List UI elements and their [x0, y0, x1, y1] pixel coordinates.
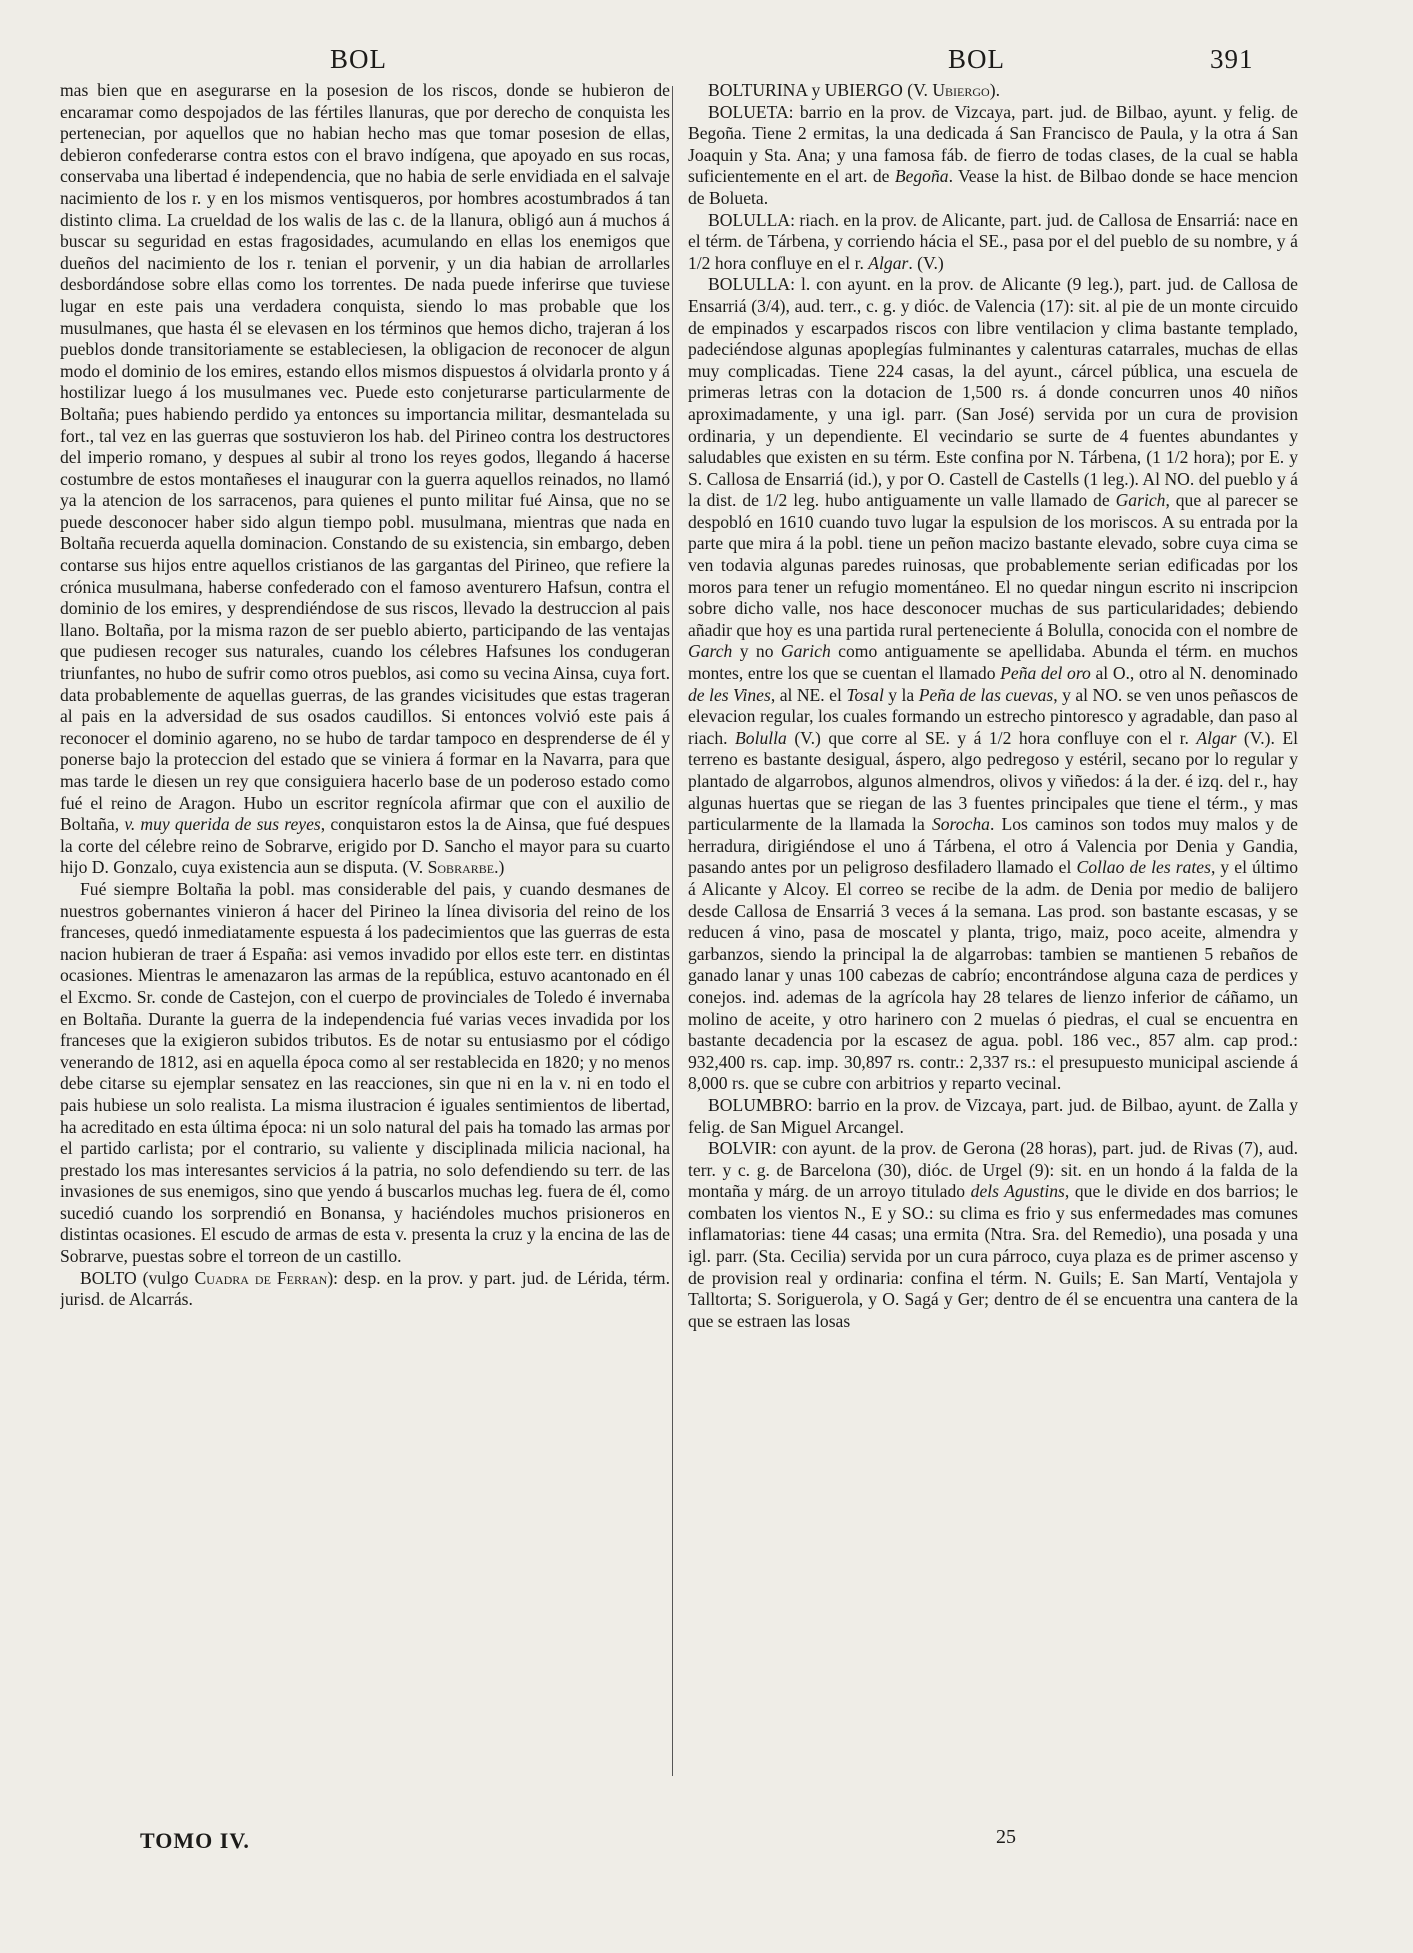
entry-bolturina: BOLTURINA y UBIERGO (V. Ubiergo).	[708, 80, 1000, 100]
entry-bolto: BOLTO (vulgo Cuadra de Ferran): desp. en la prov. y part. jud. de Lérida, térm. jurisd. de Alcarrás.	[60, 1267, 670, 1310]
entry-bolueta: BOLUETA: barrio en la prov. de Vizcaya, part. jud. de Bilbao, ayunt. y felig. de Begoña. Tiene 2 ermitas, la una dedicada á San Francisco de Paula, y la otra á San Joaquin y Sta. Ana; y una famosa fáb. de fierro de todas clases, de la cual se habla suficientemente en el art. de Begoña. Vease la hist. de Bilbao donde se hace mencion de Bolueta.	[688, 101, 1298, 208]
entry-bolulla-town: BOLULLA: l. con ayunt. en la prov. de Alicante (9 leg.), part. jud. de Callosa de Ensarriá (3/4), aud. terr., c. g. y dióc. de Valencia (17): sit. al pie de un monte circuido de empinados y escarpados riscos con libre ventilacion y clima bastante templado, padeciéndose algunas apoplegías fulminantes y calenturas catarrales, muchas de ellas muy complicadas. Tiene 224 casas, la del ayunt., cárcel pública, una escuela de primeras letras con la dotacion de 1,500 rs. á donde concurren unos 40 niños aproximadamente, y una igl. parr. (San José) servida por un cura de provision ordinaria, y un dependiente. El vecindario se surte de 4 fuentes abundantes y saludables que existen en su térm. Este confina por N. Tárbena, (1 1/2 hora); por E. y S. Callosa de Ensarriá (id.), y por O. Castell de Castells (1 leg.). Al NO. del pueblo y á la dist. de 1/2 leg. hubo antiguamente un valle llamado de Garich, que al parecer se despobló en 1610 cuando tuvo lugar la espulsion de los moriscos. A su entrada por la parte que mira á la pobl. tiene un peñon macizo bastante elevado, sobre cuya cima se ven todavia algunas paredes ruinosas, que probablemente serian edificadas por los moros para tener un refugio momentáneo. El no quedar ningun escrito ni inscripcion sobre dicho valle, nos hace desconocer muchas de sus particularidades; debiendo añadir que hoy es una partida rural perteneciente á Bolulla, conocida con el nombre de Garch y no Garich como antiguamente se apellidaba. Abunda el térm. en muchos montes, entre los que se cuentan el llamado Peña del oro al O., otro al N. denominado de les Vines, al NE. el Tosal y la Peña de las cuevas, y al NO. se ven unos peñascos de elevacion regular, los cuales formando un estrecho pintoresco y agradable, dan paso al riach. Bolulla (V.) que corre al SE. y á 1/2 hora confluye con el r. Algar (V.). El terreno es bastante desigual, áspero, algo pedregoso y estéril, secano por lo regular y plantado de algarrobos, algunos almendros, olivos y viñedos: á la der. é izq. del r., hay algunas huertas que se riegan de las 3 fuentes principales que tiene el térm., y mas particularmente de la llamada la Sorocha. Los caminos son todos muy malos y de herradura, dirigiéndose el uno á Tárbena, el otro á Valencia por Denia y Gandia, pasando antes por un peligroso desfiladero llamado el Collao de les rates, y el último á Alicante y Alcoy. El correo se recibe de la adm. de Denia por medio de balijero desde Callosa de Ensarriá 3 veces á la semana. Las prod. son bastante escasas, y se reducen á vino, pasa de moscatel y planta, trigo, maiz, poco aceite, almendra y garbanzos, siendo la principal la de algarrobas: tambien se mantienen 5 rebaños de ganado lanar y unas 100 cabezas de cabrío; encontrándose alguna caza de perdices y conejos. ind. ademas de la agrícola hay 28 telares de lienzo inferior de cáñamo, un molino de aceite, y otro harinero con 2 muelas ó piedras, el cual se encuentra en bastante decadencia por la escasez de agua. pobl. 186 vec., 857 alm. cap prod.: 932,400 rs. cap. imp. 30,897 rs. contr.: 2,337 rs.: el presupuesto municipal asciende á 8,000 rs. que se cubre con arbitrios y reparto vecinal.	[688, 274, 1298, 1094]
entry-bolumbro: BOLUMBRO: barrio en la prov. de Vizcaya, part. jud. de Bilbao, ayunt. de Zalla y felig. de San Miguel Arcangel.	[688, 1094, 1298, 1137]
page-number: 391	[1210, 44, 1254, 74]
paragraph-boltana-wars: Fué siempre Boltaña la pobl. mas considerable del pais, y cuando desmanes de nuestros gobernantes vinieron á hacer del Pirineo la línea divisoria del reino de los franceses, quedó inmediatamente espuesta á los padecimientos que las guerras de esta nacion hubieran de traer á España: asi vemos invadido por ellos este terr. en distintas ocasiones. Mientras le amenazaron las armas de la república, estuvo acantonado en él el Excmo. Sr. conde de Castejon, con el cuerpo de provinciales de Toledo é invernaba en Boltaña. Durante la guerra de la independencia fué varias veces invadida por los franceses que la exigieron subidos tributos. Es de notar su entusiasmo por el código venerando de 1812, asi en aquella época como al ser restablecida en 1820; y no menos debe citarse su ejemplar sensatez en las reacciones, sin que ni en la v. ni en todo el pais hubiese un solo realista. La misma ilustracion é iguales sentimientos de libertad, ha acreditado en esta última época: ni un solo natural del pais ha tomado las armas por el partido carlista; por el contrario, su valiente y disciplinada milicia nacional, ha prestado los mas interesantes servicios á la patria, no solo defendiendo su terr. de las invasiones de sus enemigos, sino que yendo á buscarlos muchas leg. fuera de él, como sucedió cuando los sorprendió en Bonansa, y haciéndoles muchos prisioneros en distintas ocasiones. El escudo de armas de esta v. presenta la cruz y la encina de las de Sobrarve, puestas sobre el torreon de un castillo.	[60, 878, 670, 1267]
paragraph-boltana-history: mas bien que en asegurarse en la posesion de los riscos, donde se hubieron de encaramar como despojados de las fértiles llanuras, que por derecho de conquista les pertenecian, por aquellos que no habian hecho mas que tomar posesion de ellas, debieron confederarse contra estos con el bravo indígena, que apoyado en sus rocas, conservaba una libertad é independencia, que no habia de serle envidiada en el salvaje nacimiento de los r. y en los mismos ventisqueros, por hombres acostumbrados á tan distinto clima. La crueldad de los walis de las c. de la llanura, obligó aun á muchos á buscar su seguridad en estas fragosidades, acumulando en ellas los enemigos que dueños del nacimiento de los r. tenian el porvenir, y un dia habian de arrollarles desbordándose sobre ellas como los torrentes. De nada puede inferirse que tuviese lugar en este pais una verdadera conquista, siendo lo mas probable que los musulmanes, que hasta él se elevasen en los términos que hemos dicho, trajeran á los pueblos donde transitoriamente se estableciesen, la obligacion de reconocer de algun modo el dominio de los emires, estando ellos mismos dispuestos á olvidarla pronto y á hostilizar luego á los musulmanes vec. Puede esto conjeturarse particularmente de Boltaña; pues habiendo perdido ya entonces su importancia militar, desmantelada su fort., tal vez en las guerras que sostuvieron los hab. del Pirineo contra los destructores del imperio romano, y despues al subir al trono los reyes godos, llegando á hacerse costumbre de estos montañeses el inaugurar con la guerra aquellos reinados, no llamó ya la atencion de los sarracenos, para quienes el punto militar fué Ainsa, que no se puede desconocer haber sido algun tiempo pobl. musulmana, mientras que nada en Boltaña recuerda aquella dominacion. Constando de su existencia, sin embargo, deben contarse sus hijos entre aquellos cristianos de las gargantas del Pirineo, que refiere la crónica musulmana, haberse confederado con el famoso aventurero Hafsun, contra el dominio de los emires, y desprendiéndose de sus riscos, llevado la destruccion al pais llano. Boltaña, por la misma razon de ser pueblo abierto, participando de las ventajas que pudiesen recoger sus naturales, cuando los célebres Hafsunes los condugeran triunfantes, no hubo de sufrir como otros pueblos, asi como su vecina Ainsa, cuya fort. data probablemente de aquellas guerras, de las grandes vicisitudes que estas trageran al pais en la adversidad de sus osados caudillos. Si entonces volvió este pais á reconocer el dominio agareno, no se hubo de tardar tampoco en desprenderse de él y ponerse bajo la proteccion del estado que se viniera á formar en la Navarra, para que mas tarde le diesen un rey que consiguiera hacerlo base de un poderoso estado como fué el reino de Aragon. Hubo un escritor regnícola afirmar que con el auxilio de Boltaña, v. muy querida de sus reyes, conquistaron estos la de Ainsa, que fué despues la corte del célebre reino de Sobrarve, erigido por D. Sancho el mayor para su cuarto hijo D. Gonzalo, cuya existencia aun se disputa. (V. Sobrarbe.)	[60, 80, 670, 878]
right-column	[688, 80, 1298, 1820]
entry-bolvir: BOLVIR: con ayunt. de la prov. de Gerona (28 horas), part. jud. de Rivas (7), aud. terr. y c. g. de Barcelona (30), dióc. de Urgel (9): sit. en un hondo á la falda de la montaña y márg. de un arroyo titulado dels Agustins, que le divide en dos barrios; le combaten los vientos N., E y SO.: su clima es frio y sus enfermedades mas comunes inflamatorias: tiene 44 casas; una ermita (Ntra. Sra. del Remedio), una posada y una igl. parr. (Sta. Cecilia) servida por un cura párroco, cuya plaza es de primer ascenso y de provision real y ordinaria: confina el térm. N. Guils; E. San Martí, Ventajola y Talltorta; S. Soriguerola, y O. Sagá y Ger; dentro de él se encuentra una cantera de la que se estraen las losas	[688, 1138, 1298, 1331]
left-column	[60, 80, 670, 1820]
header-left-word: BOL	[330, 44, 387, 74]
column-divider	[672, 86, 673, 1776]
header-right-word: BOL	[948, 44, 1005, 74]
entry-bolulla-river: BOLULLA: riach. en la prov. de Alicante, part. jud. de Callosa de Ensarriá: nace en el térm. de Tárbena, y corriendo hácia el SE., pasa por el del pueblo de su nombre, y á 1/2 hora confluye en el r. Algar. (V.)	[688, 209, 1298, 273]
volume-label: TOMO IV.	[140, 1828, 250, 1853]
printer-signature: 25	[996, 1826, 1016, 1848]
